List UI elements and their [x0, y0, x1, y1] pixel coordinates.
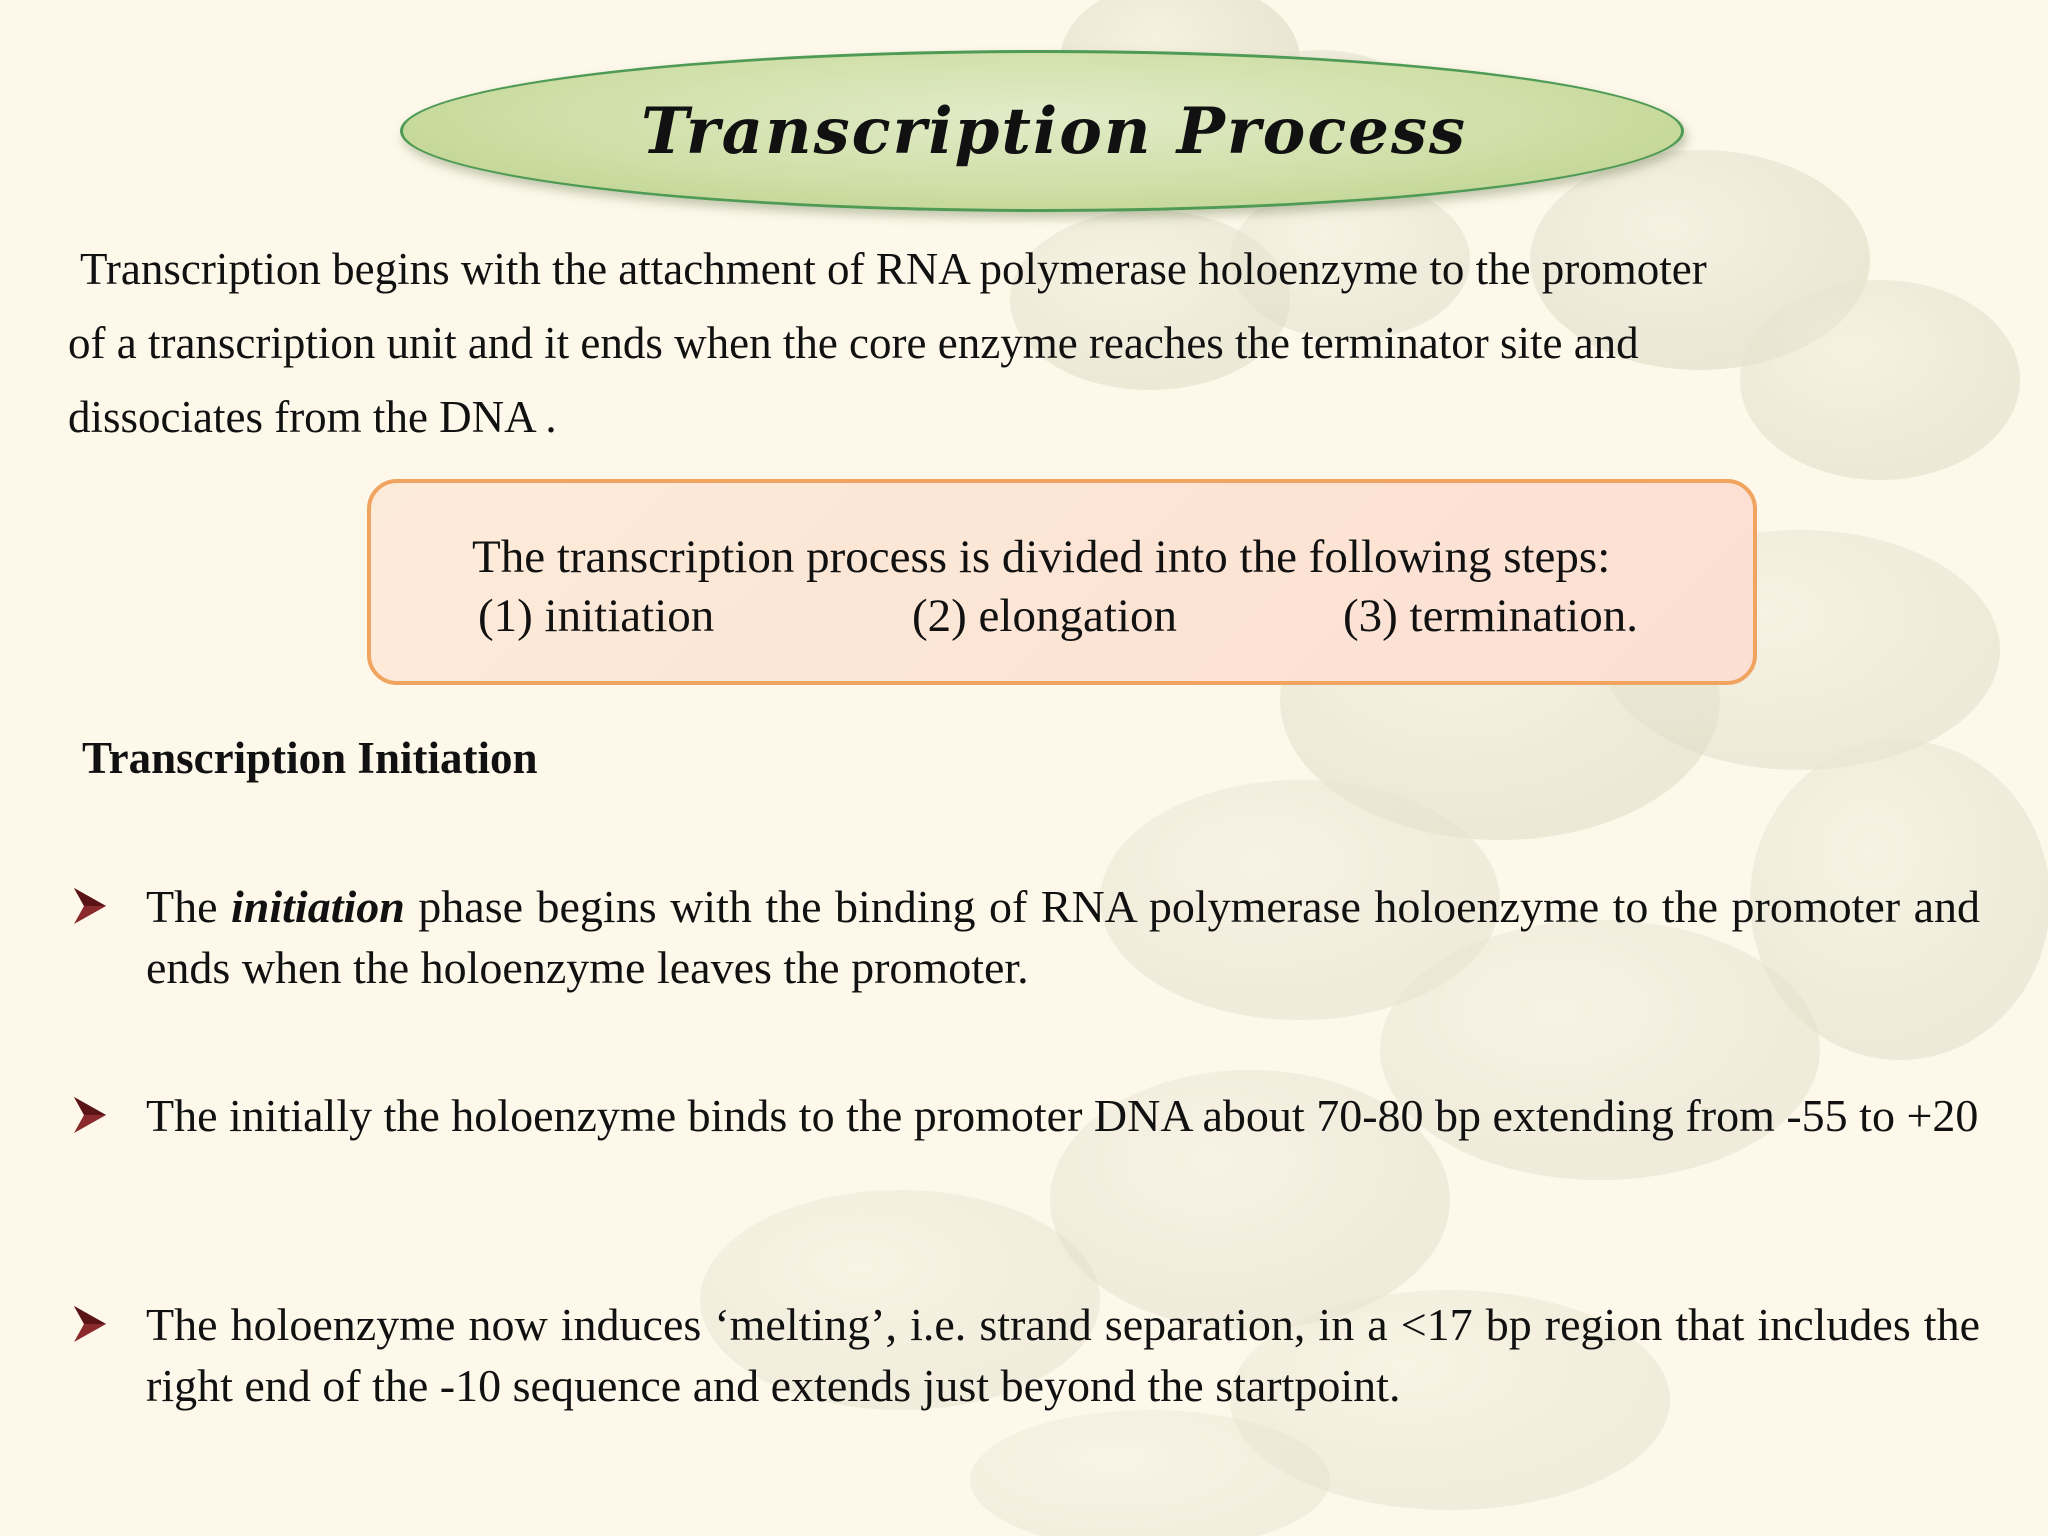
- bullet-item: [70, 1085, 1980, 1146]
- steps-box: [367, 479, 1757, 685]
- intro-paragraph: [68, 232, 1968, 454]
- steps-heading: The transcription process is divided into the following steps:: [472, 531, 1611, 583]
- arrowhead-bullet-icon: [70, 1302, 110, 1346]
- bullet-text: [146, 876, 1980, 998]
- bullet-emphasis: initiation: [230, 881, 405, 932]
- step-initiation: (1) initiation: [478, 590, 715, 642]
- intro-line-2: of a transcription unit and it ends when the core enzyme reaches the terminator site and: [68, 318, 1639, 368]
- intro-line-3: dissociates from the DNA .: [68, 392, 557, 442]
- bullet-rest: phase begins with the binding of RNA polymerase holoenzyme to the promoter and ends when the holoenzyme leaves the promoter.: [146, 881, 1981, 993]
- slide-title: Transcription Process: [640, 93, 1468, 169]
- arrowhead-bullet-icon: [70, 1093, 110, 1137]
- bullet-prefix: The: [146, 881, 231, 932]
- bullet-item: [70, 876, 1980, 998]
- title-banner: [400, 50, 1684, 212]
- intro-line-1: Transcription begins with the attachment of RNA polymerase holoenzyme to the promoter: [80, 244, 1707, 294]
- arrowhead-bullet-icon: [70, 884, 110, 928]
- step-elongation: (2) elongation: [912, 590, 1177, 642]
- step-termination: (3) termination.: [1343, 590, 1638, 642]
- bullet-text: The initially the holoenzyme binds to the promoter DNA about 70-80 bp extending from -55 to +20: [146, 1090, 1979, 1141]
- section-heading: Transcription Initiation: [82, 733, 538, 783]
- bullet-item: [70, 1294, 1980, 1416]
- bullet-text: The holoenzyme now induces ‘melting’, i.e. strand separation, in a <17 bp region that includes the right end of the -10 sequence and extends just beyond the startpoint.: [146, 1299, 1980, 1411]
